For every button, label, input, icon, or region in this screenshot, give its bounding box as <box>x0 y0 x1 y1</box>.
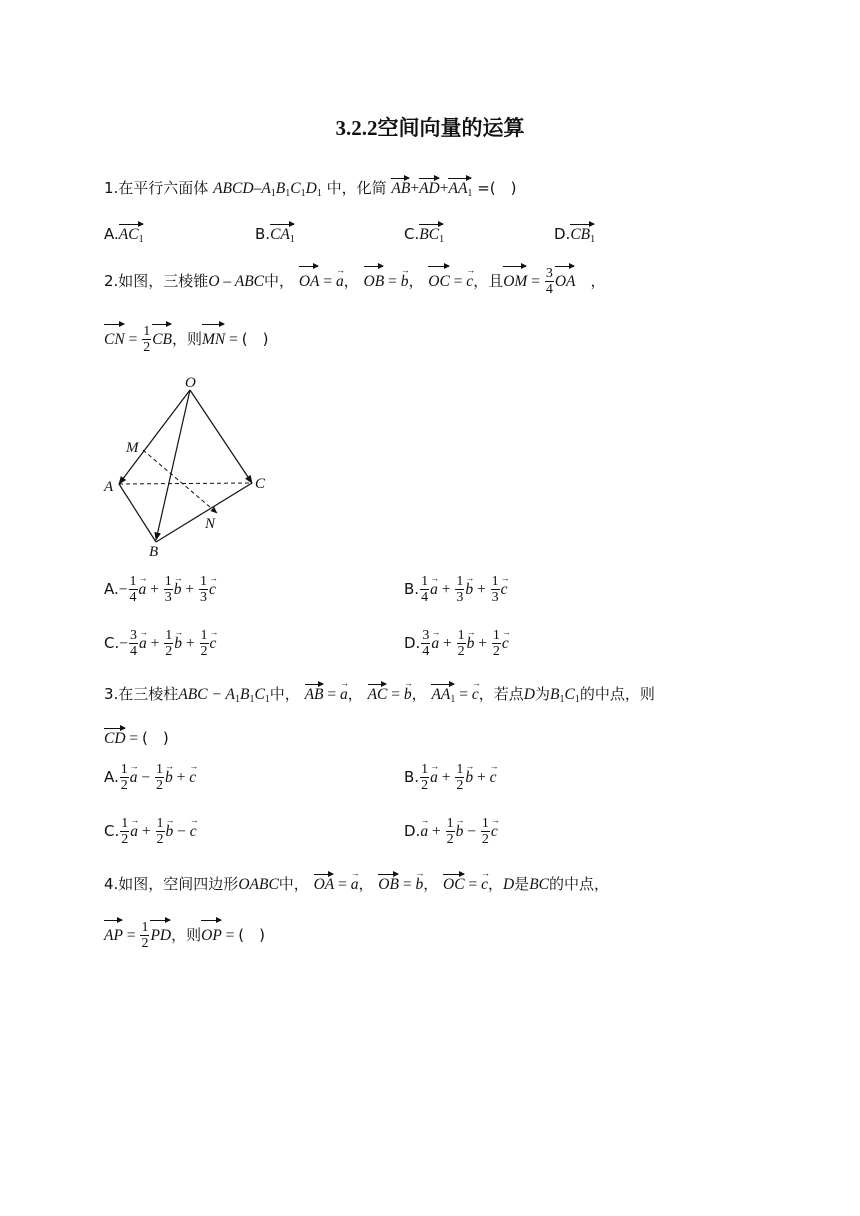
edge-ac <box>119 483 252 484</box>
option-letter: C. <box>104 634 120 652</box>
q4-mid: 中， <box>278 875 309 893</box>
sep: ， <box>347 685 363 703</box>
option-letter: D. <box>404 634 421 652</box>
q4-body: OABC <box>238 876 279 893</box>
q1-prefix: 1.在平行六面体 <box>104 179 209 197</box>
q3-option-d[interactable]: D.a → + $\frac{1}{2}$ b → − $\frac{1}{2}$ c → <box>404 816 498 847</box>
edge-oc <box>190 390 252 483</box>
q1-paren: =( ) <box>477 179 517 197</box>
q2-option-c[interactable]: C.− $\frac{3}{4}$ a → + $\frac{1}{2}$ b → + $\frac{1}{2}$ c → <box>104 628 216 659</box>
vec-ca1: $CA_1$ <box>270 222 295 250</box>
question-4-line-1: 4.如图，空间四边形OABC中， OA = a →， OB = b →， OC = c →，D是BC的中点， <box>104 872 609 895</box>
q3-paren: ( ) <box>142 729 169 747</box>
option-letter: B. <box>404 580 420 598</box>
q3-midpoint: 的中点，则 <box>579 685 655 703</box>
q3-prefix: 3.在三棱柱 <box>104 685 179 703</box>
q2-option-b[interactable]: B. $\frac{1}{4}$ a → + $\frac{1}{3}$ b → + $\frac{1}{3}$ c → <box>404 574 507 605</box>
option-letter: C. <box>104 822 120 840</box>
option-letter: D. <box>554 225 571 243</box>
question-3-line-2: CD = ( ) <box>104 726 169 749</box>
q2-and: ，且 <box>473 272 504 290</box>
q4-midpoint: 的中点， <box>549 875 610 893</box>
q3-option-c[interactable]: C. $\frac{1}{2}$ a → + $\frac{1}{2}$ b → − c → <box>104 816 197 847</box>
q1-option-b[interactable] <box>255 222 295 250</box>
option-letter: D. <box>404 822 421 840</box>
q2-then: ，则 <box>172 330 203 348</box>
vec-bc1: $BC_1$ <box>419 222 444 250</box>
label-n: N <box>205 516 216 532</box>
question-3-line-1: 3.在三棱柱ABC − $A_1B_1C_1$中， AB = a →， AC = b →， $AA_1 = c$ →，若点D为$B_1C_1$的中点，则 <box>104 682 655 710</box>
page-title: 3.2.2空间向量的运算 <box>335 116 525 140</box>
label-b: B <box>149 544 159 560</box>
vector-mn <box>143 450 217 513</box>
vec-ab: AB <box>391 176 410 199</box>
edge-bc <box>156 483 252 542</box>
option-letter: C. <box>404 225 420 243</box>
q4-prefix: 4.如图，空间四边形 <box>104 875 239 893</box>
q2-prefix: 2.如图，三棱锥 <box>104 272 209 290</box>
q1-mid: 中，化简 <box>326 179 387 197</box>
q2-option-a[interactable]: A.− $\frac{1}{4}$ a → + $\frac{1}{3}$ b → + $\frac{1}{3}$ c → <box>104 574 216 605</box>
option-letter: B. <box>404 768 420 786</box>
q3-option-b[interactable]: B. $\frac{1}{2}$ a → + $\frac{1}{2}$ b → + c → <box>404 762 496 793</box>
q4-paren: ( ) <box>238 926 266 944</box>
vec-aa1: $AA_1$ <box>448 176 472 204</box>
q1-option-c[interactable] <box>404 222 444 250</box>
question-2-line-2: CN = $\frac{1}{2}$ CB，则MN = ( ) <box>104 324 269 355</box>
question-2-line-1: 2.如图，三棱锥O – ABC中， OA = a →， OB = b →， OC = c →，且OM = $\frac{3}{4}$ OA ， <box>104 264 606 297</box>
question-4-line-2: AP = $\frac{1}{2}$ PD，则OP = ( ) <box>104 920 266 951</box>
q1-body: ABCD– <box>213 180 262 197</box>
label-a: A <box>104 479 114 495</box>
q4-then: ，则 <box>171 926 202 944</box>
q3-ifpoint: ，若点 <box>478 685 524 703</box>
vec-ad: AD <box>419 176 440 199</box>
vec-ac1: $AC_1$ <box>119 222 144 250</box>
option-letter: B. <box>255 225 271 243</box>
q4-is: 是 <box>514 875 530 893</box>
q3-mid: 中， <box>269 685 300 703</box>
edge-ab <box>119 484 156 542</box>
vec-cb1: $CB_1$ <box>570 222 595 250</box>
label-o: O <box>185 375 196 391</box>
q2-mid: 中， <box>264 272 295 290</box>
sep: ， <box>487 875 503 893</box>
option-letter: A. <box>104 225 119 243</box>
q1-body2: $A_1B_1C_1D_1$ <box>261 180 322 199</box>
q1-option-a[interactable] <box>104 222 144 250</box>
label-m: M <box>126 440 139 456</box>
sep: ， <box>343 272 359 290</box>
sep: ， <box>408 272 424 290</box>
q2-paren: ( ) <box>241 330 269 348</box>
q3-is: 为 <box>534 685 550 703</box>
q3-option-a[interactable]: A. $\frac{1}{2}$ a → − $\frac{1}{2}$ b → + c → <box>104 762 196 793</box>
sep: ， <box>358 875 374 893</box>
tetrahedron-figure <box>100 370 290 570</box>
question-1: 1.在平行六面体 ABCD–$A_1B_1C_1D_1$ 中，化简 $AB+AD+AA_1$ =( ) <box>104 176 516 204</box>
q1-option-d[interactable] <box>554 222 595 250</box>
option-letter: A. <box>104 580 119 598</box>
label-c: C <box>255 476 266 492</box>
q2-body: O – ABC <box>208 273 265 290</box>
q2-option-d[interactable]: D. $\frac{3}{4}$ a → + $\frac{1}{2}$ b → + $\frac{1}{2}$ c → <box>404 628 509 659</box>
sep: ， <box>423 875 439 893</box>
sep: ， <box>411 685 427 703</box>
option-letter: A. <box>104 768 119 786</box>
